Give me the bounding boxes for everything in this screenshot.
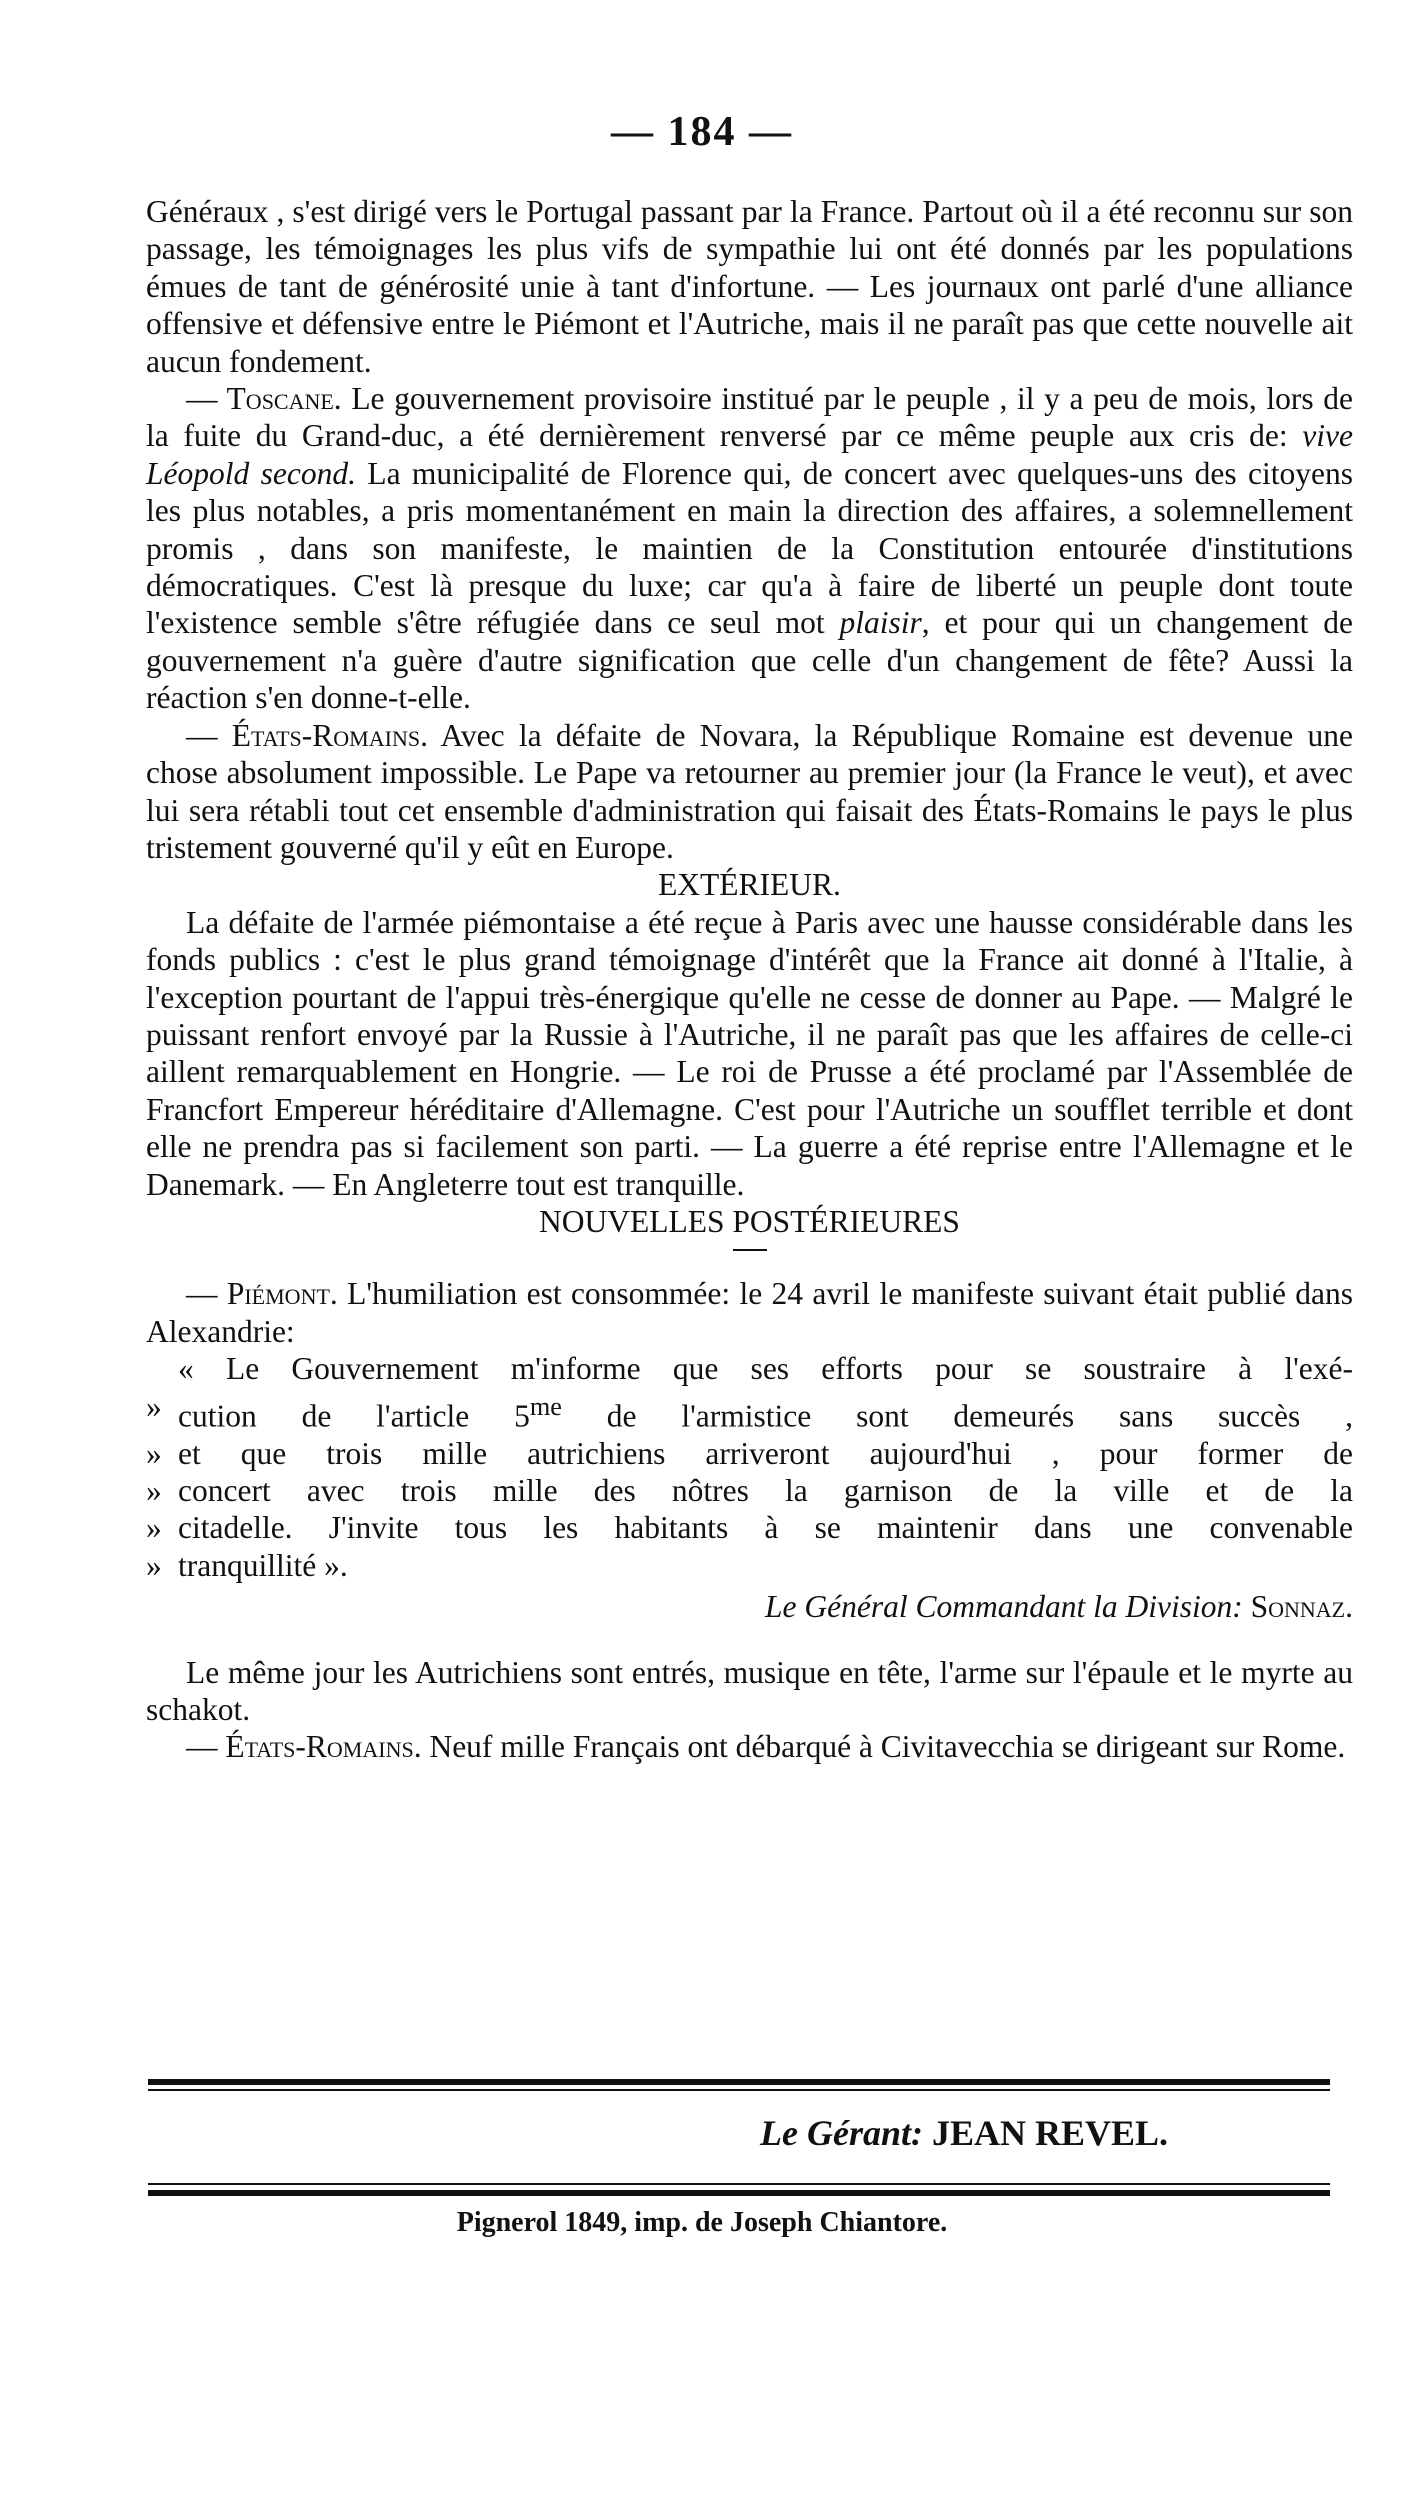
paragraph-toscane-italic-plaisir: plaisir	[839, 605, 922, 641]
quote-line-text: citadelle. J'invite tous les habitants à se maintenir dans une convenable	[178, 1510, 1353, 1546]
quote-text-part: de l'armistice sont demeurés sans succès ,	[561, 1398, 1353, 1434]
quote-text-part: cution de l'article 5	[178, 1398, 530, 1434]
quote-line-text	[178, 1388, 1353, 1435]
quote-line-text: et que trois mille autrichiens arriveront aujourd'hui , pour former de	[178, 1435, 1353, 1471]
article-body	[146, 193, 1353, 1766]
section-lead-etats-romains: — États-Romains.	[186, 717, 428, 753]
heading-exterieur: EXTÉRIEUR.	[658, 867, 841, 903]
paragraph-toscane-text-b: La municipalité de Florence qui, de concert avec quelques-uns des citoyens les plus notables, a pris momentanément en main la direction des affaires, a solemnellement promis , dans son manifeste, le maintien de la Constitution entourée d'institutions démocratiques. C'est là presque du luxe; car qu'a à faire de liberté un peuple dont toute l'existence semble s'être réfugiée dans ce seul mot	[146, 455, 1353, 641]
quote-line	[146, 1509, 1353, 1546]
paragraph-exterieur: La défaite de l'armée piémontaise a été reçue à Paris avec une hausse considérable dans les fonds publics : c'est le plus grand témoignage d'intérêt que la France ait donné à l'Italie, à l'exception pourtant de l'appui très-énergique qu'elle ne cesse de donner au Pape. — Malgré le puissant renfort envoyé par la Russie à l'Autriche, il ne paraît pas que les affaires de celle-ci aillent remarquablement en Hongrie. — Le roi de Prusse a été proclamé par l'Assemblée de Francfort Empereur héréditaire d'Allemagne. C'est pour l'Autriche un soufflet terrible et dont elle ne prendra pas si facilement son parti. — La guerre a été reprise entre l'Allemagne et le Danemark. — En Angleterre tout est tranquille.	[146, 904, 1353, 1202]
signature-label: Le Général Commandant la Division:	[765, 1589, 1243, 1625]
manifesto-quote	[146, 1350, 1353, 1584]
quote-mark: »	[146, 1435, 162, 1471]
quote-line-text: tranquillité ».	[178, 1547, 348, 1583]
paragraph-etats-romains-text: Avec la défaite de Novara, la République Romaine est devenue une chose absolument impossible. Le Pape va retourner au premier jour (la France le veut), et avec lui sera rétabli tout cet ensemble d'administration qui faisait des États-Romains le pays le plus tristement gouverné qu'il y eût en Europe.	[146, 717, 1354, 865]
gerant-label: Le Gérant:	[760, 2113, 923, 2153]
paragraph-toscane-text-a: Le gouvernement provisoire institué par le peuple , il y a peu de mois, lors de la fuite du Grand-duc, a été dernièrement renversé par ce même peuple aux cris de:	[146, 381, 1353, 454]
paragraph-portugal: Généraux , s'est dirigé vers le Portugal passant par la France. Partout où il a été reconnu sur son passage, les témoignages les plus vifs de sympathie lui ont été donnés par les populations émues de tant de générosité unie à tant d'infortune. — Les journaux ont parlé d'une alliance offensive et défensive entre le Piémont et l'Autriche, mais il ne paraît pas que cette nouvelle ait aucun fondement.	[146, 194, 1353, 379]
superscript-me: me	[529, 1391, 562, 1421]
footer-rule-top-thin	[148, 2089, 1330, 2091]
gerant-line	[760, 2112, 1220, 2154]
quote-line-text: « Le Gouvernement m'informe que ses efforts pour se soustraire à l'exé-	[178, 1351, 1353, 1387]
section-lead-toscane: — Toscane.	[186, 381, 342, 417]
printer-imprint: Pignerol 1849, imp. de Joseph Chiantore.	[456, 2207, 948, 2238]
paragraph-piemont	[146, 1275, 1353, 1350]
paragraph-toscane-text-c: , et pour qui un changement de gouvernement n'a guère d'autre signification que celle d'un changement de fête? Aussi la réaction s'en donne-t-elle.	[146, 605, 1353, 716]
footer-rule-top	[148, 2079, 1330, 2085]
signature-name: Sonnaz.	[1250, 1589, 1353, 1625]
quote-mark: »	[146, 1510, 162, 1546]
quote-line	[146, 1388, 1353, 1435]
paragraph-civitavecchia	[146, 1728, 1353, 1765]
paragraph-autrichiens: Le même jour les Autrichiens sont entrés, musique en tête, l'arme sur l'épaule et le myrte au schakot.	[146, 1654, 1353, 1727]
quote-line	[146, 1472, 1353, 1509]
page-number: — 184 —	[611, 109, 793, 155]
quote-line-text: concert avec trois mille des nôtres la garnison de la ville et de la	[178, 1472, 1353, 1508]
section-lead-piemont: — Piémont.	[186, 1276, 338, 1312]
paragraph-etats-romains	[146, 717, 1353, 867]
paragraph-toscane	[146, 380, 1353, 717]
footer-rule-bottom-thin	[148, 2183, 1330, 2185]
heading-nouvelles-posterieures: NOUVELLES POSTÉRIEURES	[539, 1203, 960, 1239]
paragraph-toscane-italic-cry: vive Léopold second.	[146, 418, 1353, 491]
paragraph-civitavecchia-text: Neuf mille Français ont débarqué à Civitavecchia se dirigeant sur Rome.	[421, 1729, 1346, 1765]
quote-line	[146, 1547, 1353, 1584]
heading-dash-divider	[733, 1249, 767, 1251]
quote-mark: »	[146, 1388, 162, 1424]
signature-line	[146, 1588, 1353, 1625]
section-lead-etats-romains-2: — États-Romains.	[186, 1729, 422, 1765]
quote-line	[146, 1435, 1353, 1472]
quote-mark: »	[146, 1547, 162, 1583]
quote-line	[146, 1350, 1353, 1387]
gerant-name: JEAN REVEL.	[931, 2113, 1169, 2153]
paragraph-piemont-text: L'humiliation est consommée: le 24 avril le manifeste suivant était publié dans Alexandrie:	[146, 1276, 1353, 1349]
footer-rule-bottom	[148, 2190, 1330, 2196]
quote-mark: »	[146, 1472, 162, 1508]
